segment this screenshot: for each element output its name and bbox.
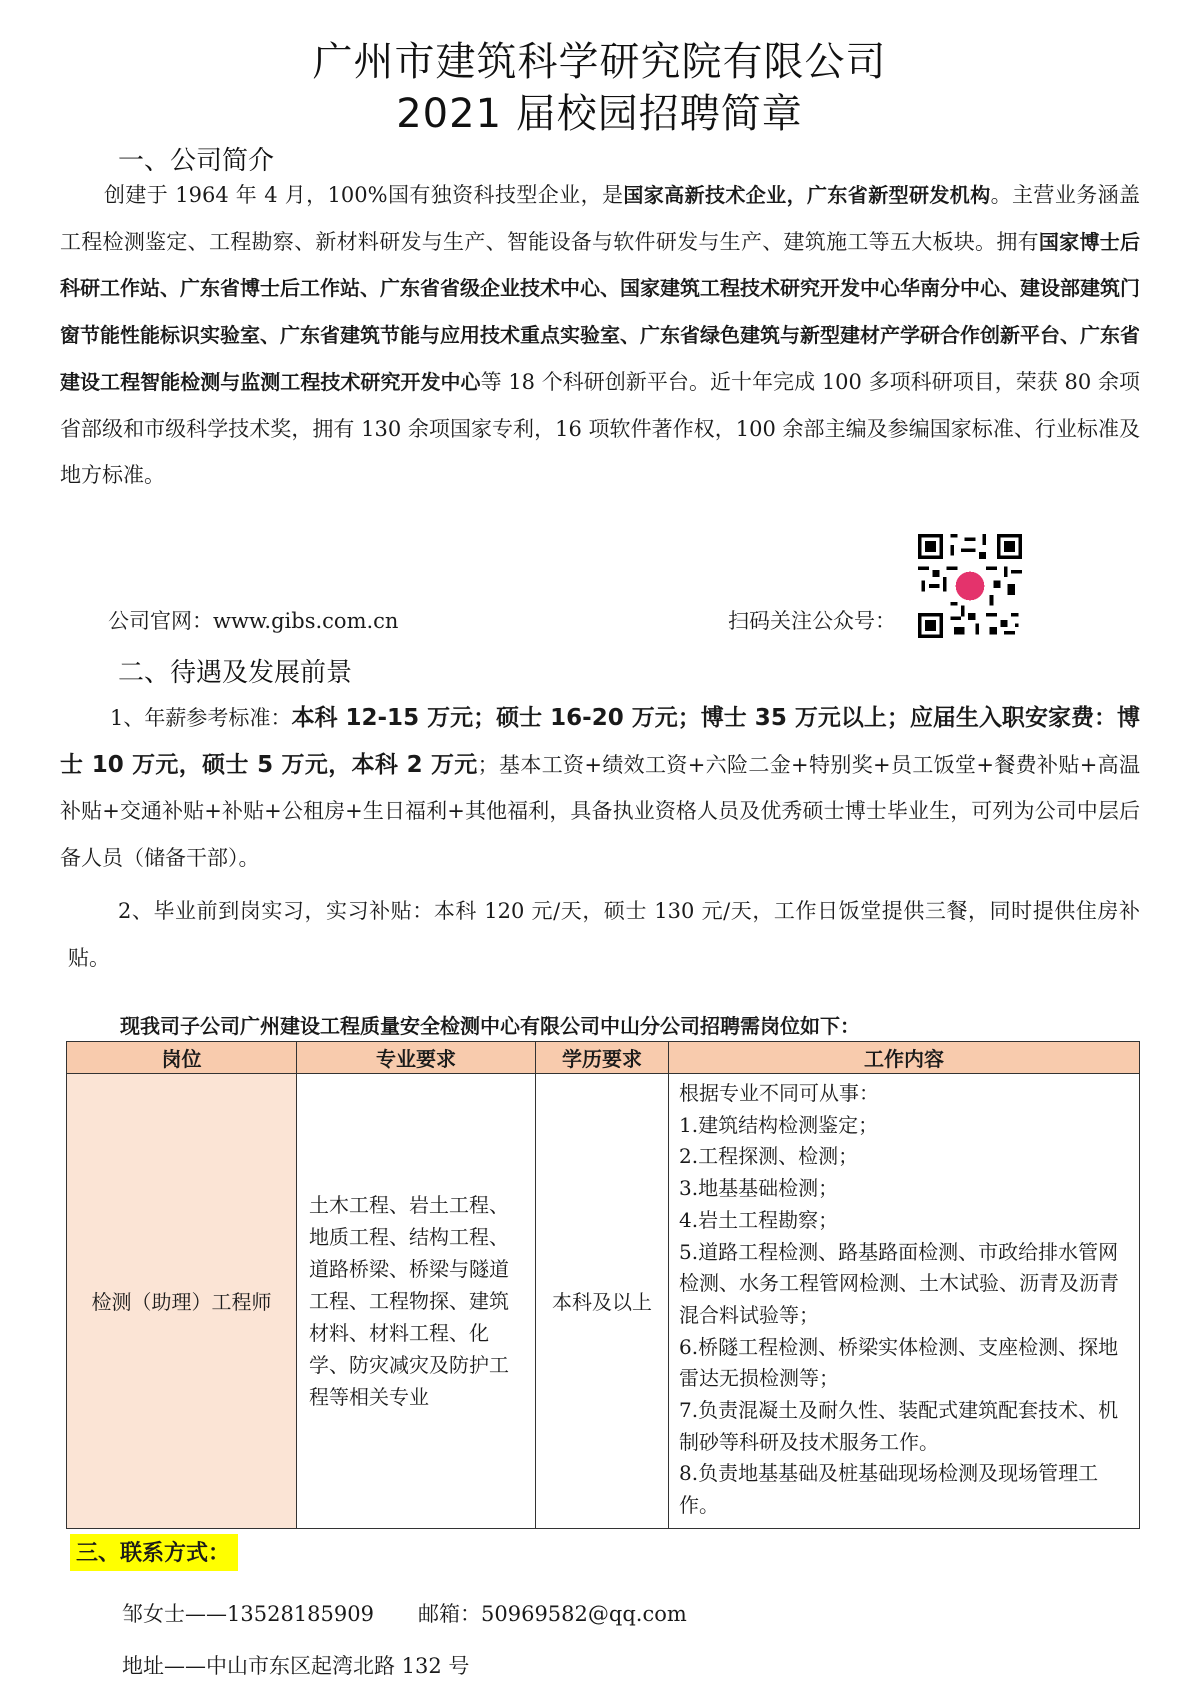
cell-position: 检测（助理）工程师 bbox=[67, 1074, 297, 1529]
intro-bold-b: 国家博士后科研工作站、广东省博士后工作站、广东省省级企业技术中心、国家建筑工程技术研究开发中心华南分中心、建设部建筑门窗节能性能标识实验室、广东省建筑节能与应用技术重点实验室、广东省绿色建筑与新型建材产学研合作创新平台、广东省建设工程智能检测与监测工程技术研究开发中心 bbox=[60, 229, 1141, 394]
header-major: 专业要求 bbox=[297, 1042, 536, 1074]
cell-education: 本科及以上 bbox=[536, 1074, 669, 1529]
contact-email: 邮箱：50969582@qq.com bbox=[418, 1602, 687, 1626]
header-position: 岗位 bbox=[67, 1042, 297, 1074]
cell-major: 土木工程、岩土工程、地质工程、结构工程、道路桥梁、桥梁与隧道工程、工程物探、建筑材料、材料工程、化学、防灾减灾及防护工程等相关专业 bbox=[297, 1074, 536, 1529]
intro-text-c: 等 18 个科研创新平台。近十年完成 100 多项科研项目，荣获 80 余项省部级和市级科学技术奖，拥有 130 余项国家专利，16 项软件著作权，100 余部主编及参编国家标准、行业标准及地方标准。 bbox=[60, 369, 1141, 488]
header-duties: 工作内容 bbox=[669, 1042, 1140, 1074]
duty-item: 4.岩土工程勘察； bbox=[679, 1207, 839, 1232]
qr-label: 扫码关注公众号： bbox=[728, 609, 896, 633]
duty-item: 1.建筑结构检测鉴定； bbox=[679, 1112, 879, 1137]
duty-item: 6.桥隧工程检测、桥梁实体检测、支座检测、探地雷达无损检测等； bbox=[679, 1334, 1119, 1391]
job-table bbox=[66, 1041, 1140, 1529]
table-caption: 现我司子公司广州建设工程质量安全检测中心有限公司中山分公司招聘需岗位如下： bbox=[120, 1014, 860, 1038]
cell-duties bbox=[669, 1074, 1140, 1529]
duty-item: 5.道路工程检测、路基路面检测、市政给排水管网检测、水务工程管网检测、土木试验、沥青及沥青混合料试验等； bbox=[679, 1239, 1119, 1327]
benefit-details: ；基本工资+绩效工资+六险二金+特别奖+员工饭堂+餐费补贴+高温补贴+交通补贴+补贴+公租房+生日福利+其他福利，具备执业资格人员及优秀硕士博士毕业生，可列为公司中层后备人员（储备干部）。 bbox=[60, 752, 1140, 871]
page-subtitle: 2021 届校园招聘简章 bbox=[396, 91, 803, 137]
duty-item: 3.地基基础检测； bbox=[679, 1176, 839, 1201]
benefit-item-2: 2、毕业前到岗实习，实习补贴：本科 120 元/天，硕士 130 元/天，工作日饭堂提供三餐，同时提供住房补贴。 bbox=[68, 899, 1140, 970]
company-website: 公司官网：www.gibs.com.cn bbox=[108, 609, 399, 633]
table-header-row bbox=[67, 1042, 1140, 1074]
section-heading-company: 一、公司简介 bbox=[118, 146, 275, 176]
duty-item: 7.负责混凝土及耐久性、装配式建筑配套技术、机制砂等科研及技术服务工作。 bbox=[679, 1398, 1119, 1454]
page-title: 广州市建筑科学研究院有限公司 bbox=[312, 39, 887, 85]
table-row bbox=[67, 1074, 1140, 1529]
company-intro bbox=[60, 172, 1140, 499]
benefit-item-1 bbox=[60, 695, 1140, 882]
intro-bold-a: 国家高新技术企业，广东省新型研发机构 bbox=[623, 183, 991, 207]
contact-address: 地址——中山市东区起湾北路 132 号 bbox=[122, 1654, 470, 1678]
section-heading-contact: 三、联系方式： bbox=[70, 1534, 238, 1571]
qr-code-icon bbox=[918, 534, 1022, 638]
section-heading-benefits: 二、待遇及发展前景 bbox=[118, 658, 353, 688]
salary-highlight: 本科 12-15 万元；硕士 16-20 万元；博士 35 万元以上；应届生入职安家费：博士 10 万元，硕士 5 万元，本科 2 万元 bbox=[60, 705, 1140, 778]
intro-text-a: 创建于 1964 年 4 月，100%国有独资科技型企业，是 bbox=[104, 183, 624, 207]
duty-item: 8.负责地基基础及桩基础现场检测及现场管理工作。 bbox=[679, 1461, 1099, 1518]
header-education: 学历要求 bbox=[536, 1042, 669, 1074]
duty-item: 根据专业不同可从事： bbox=[679, 1081, 879, 1105]
contact-person: 邹女士——13528185909 bbox=[122, 1602, 374, 1626]
benefit-label: 1、年薪参考标准： bbox=[110, 706, 292, 730]
duty-item: 2.工程探测、检测； bbox=[679, 1144, 859, 1169]
intro-text-b: 。主营业务涵盖工程检测鉴定、工程勘察、新材料研发与生产、智能设备与软件研发与生产、建筑施工等五大板块。拥有 bbox=[60, 183, 1141, 254]
